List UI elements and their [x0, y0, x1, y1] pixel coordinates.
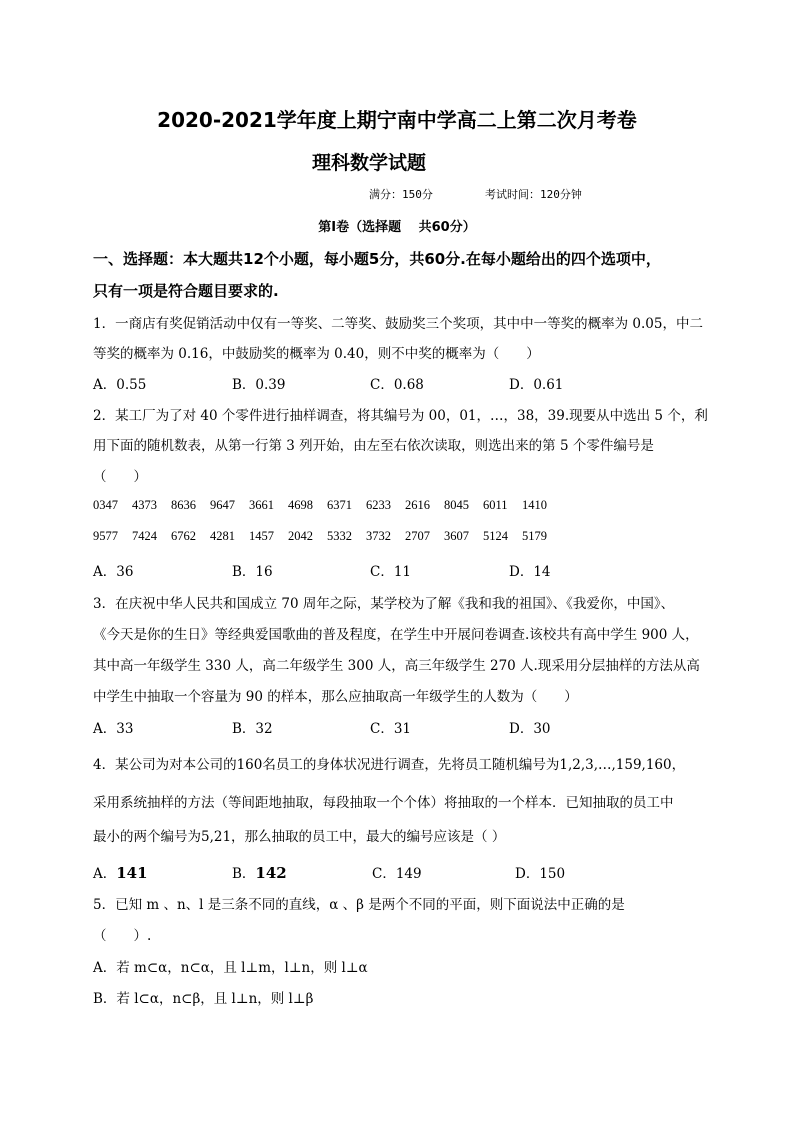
- q1-line2: 等奖的概率为 0.16，中鼓励奖的概率为 0.40，则不中奖的概率为（ ）: [93, 346, 540, 362]
- q1-option-b: B．0.39: [232, 377, 286, 393]
- q1-option-a: A．0.55: [93, 377, 147, 393]
- random-number: 3607: [444, 529, 469, 543]
- q3-line1: 3．在庆祝中华人民共和国成立 70 周年之际，某学校为了解《我和我的祖国》、《我爱你，中国》、: [93, 596, 675, 612]
- random-number: 2616: [405, 498, 430, 512]
- section-instruction-line1: 一、选择题：本大题共12个小题，每小题5分，共60分.在每小题给出的四个选项中，: [93, 250, 661, 268]
- random-number: 6762: [171, 529, 196, 543]
- random-number: 3732: [366, 529, 391, 543]
- random-number: 0347: [93, 498, 118, 512]
- q4-line1: 4．某公司为对本公司的160名员工的身体状况进行调查，先将员工随机编号为1,2,3,…,159,160，: [93, 757, 686, 773]
- q3-line2: 《今天是你的生日》等经典爱国歌曲的普及程度，在学生中开展问卷调查.该校共有高中学生 900 人，: [93, 627, 699, 643]
- q2-option-d: D．14: [509, 564, 551, 580]
- q3-option-d: D．30: [509, 721, 551, 737]
- q4-option-a: [93, 862, 148, 882]
- q4-option-b-value: 142: [255, 864, 287, 882]
- q5-line1: 5．已知 m 、n、l 是三条不同的直线，α 、β 是两个不同的平面，则下面说法中正确的是: [93, 897, 625, 913]
- q4-line3: 最小的两个编号为5,21，那么抽取的员工中，最大的编号应该是（ ）: [93, 829, 506, 845]
- q3-line4: 中学生中抽取一个容量为 90 的样本，那么应抽取高一年级学生的人数为（ ）: [93, 689, 578, 705]
- random-number: 6371: [327, 498, 352, 512]
- random-number: 5332: [327, 529, 352, 543]
- exam-subtitle: 理科数学试题: [312, 152, 427, 174]
- section-instruction-line2: 只有一项是符合题目要求的.: [93, 282, 279, 300]
- random-number: 9647: [210, 498, 235, 512]
- q2-option-b: B．16: [232, 564, 273, 580]
- random-number: 5124: [483, 529, 508, 543]
- exam-title: 2020-2021学年度上期宁南中学高二上第二次月考卷: [157, 108, 637, 132]
- random-number: 1457: [249, 529, 274, 543]
- random-number: 6233: [366, 498, 391, 512]
- random-number: 5179: [522, 529, 547, 543]
- random-number: 4698: [288, 498, 313, 512]
- q2-option-a: A．36: [93, 564, 134, 580]
- random-number: 2707: [405, 529, 430, 543]
- q3-option-c: C．31: [370, 721, 412, 737]
- q4-option-d: D．150: [515, 866, 566, 882]
- q2-option-c: C．11: [370, 564, 412, 580]
- random-number: 9577: [93, 529, 118, 543]
- random-number: 6011: [483, 498, 508, 512]
- q3-option-b: B．32: [232, 721, 273, 737]
- q4-option-a-letter: A．: [93, 866, 117, 882]
- random-number: 1410: [522, 498, 547, 512]
- part-title: 第Ⅰ卷（选择题 共60分）: [318, 220, 476, 235]
- random-table-row2: [93, 529, 561, 544]
- q2-line1: 2．某工厂为了对 40 个零件进行抽样调查，将其编号为 00，01，…，38，39.现要从中选出 5 个，利: [93, 408, 708, 424]
- random-number: 7424: [132, 529, 157, 543]
- q4-option-c: C．149: [372, 866, 422, 882]
- random-number: 8636: [171, 498, 196, 512]
- q3-line3: 其中高一年级学生 330 人，高二年级学生 300 人，高三年级学生 270 人.现采用分层抽样的方法从高: [93, 658, 700, 674]
- q4-option-b: [232, 862, 287, 882]
- random-number: 2042: [288, 529, 313, 543]
- q1-option-d: D．0.61: [509, 377, 564, 393]
- q3-option-a: A．33: [93, 721, 134, 737]
- q5-line2: （ ）.: [93, 928, 152, 944]
- random-number: 4373: [132, 498, 157, 512]
- full-score: 满分：150分: [369, 188, 433, 201]
- q4-option-b-letter: B．: [232, 866, 256, 882]
- random-number: 4281: [210, 529, 235, 543]
- q1-option-c: C．0.68: [370, 377, 424, 393]
- random-number: 8045: [444, 498, 469, 512]
- q5-option-b: B．若 l⊂α，n⊂β，且 l⊥n，则 l⊥β: [93, 991, 314, 1007]
- exam-time: 考试时间：120分钟: [485, 188, 582, 201]
- q1-line1: 1．一商店有奖促销活动中仅有一等奖、二等奖、鼓励奖三个奖项，其中中一等奖的概率为 0.05，中二: [93, 316, 703, 332]
- q5-option-a: A．若 m⊂α，n⊂α，且 l⊥m，l⊥n，则 l⊥α: [93, 960, 368, 976]
- q2-line3: （ ）: [93, 469, 147, 485]
- q4-line2: 采用系统抽样的方法（等间距地抽取，每段抽取一个个体）将抽取的一个样本．已知抽取的员工中: [93, 795, 674, 811]
- q4-option-a-value: 141: [116, 864, 148, 882]
- random-table-row1: [93, 498, 561, 513]
- random-number: 3661: [249, 498, 274, 512]
- q2-line2: 用下面的随机数表，从第一行第 3 列开始，由左至右依次读取，则选出来的第 5 个零件编号是: [93, 438, 654, 454]
